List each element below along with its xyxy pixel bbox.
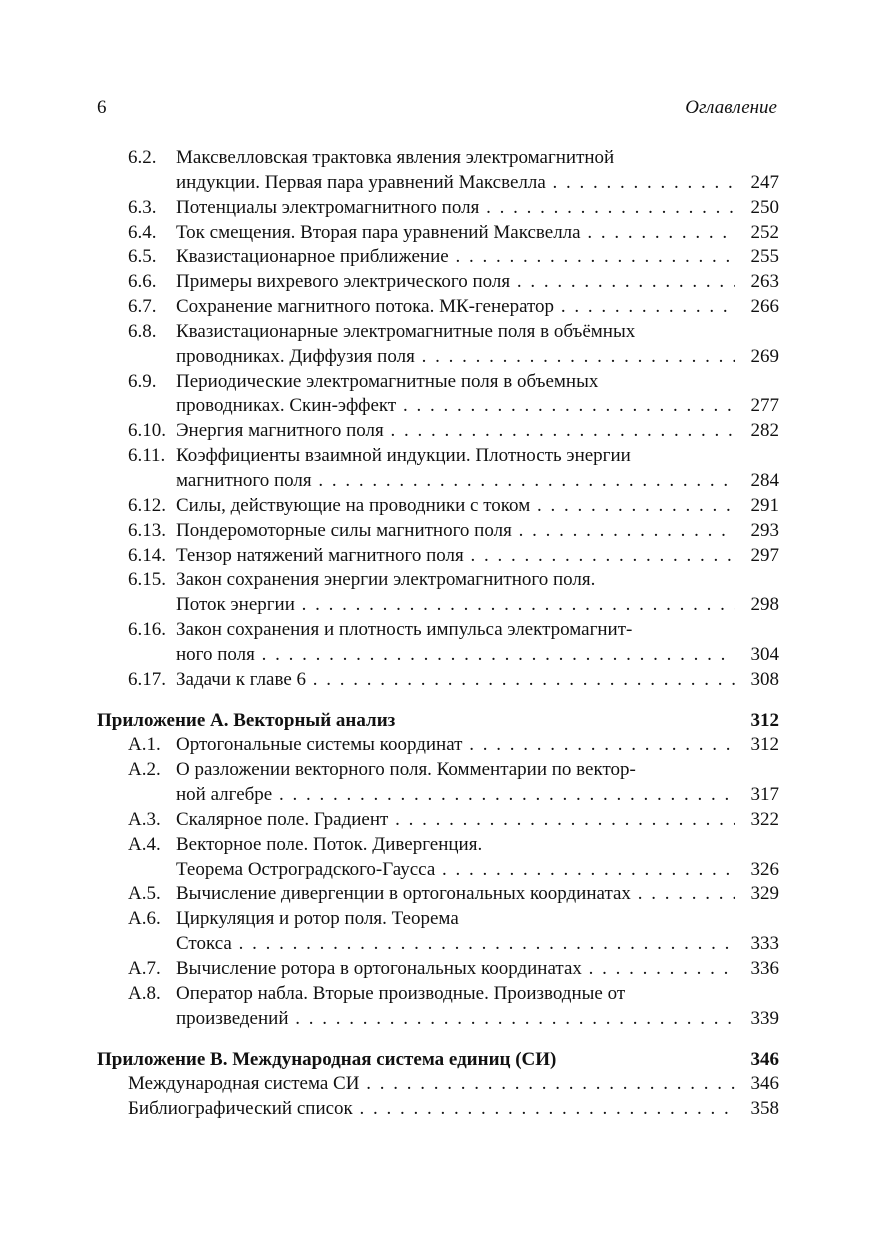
entry-page-number: 247: [749, 171, 780, 196]
entry-title-line: О разложении векторного поля. Комментарии по вектор-: [176, 759, 636, 781]
entry-page-number: 284: [749, 469, 780, 494]
entry-page-number: 263: [749, 270, 780, 295]
toc-entry[interactable]: [97, 419, 779, 444]
entry-number: 6.6.: [128, 271, 157, 293]
toc-entry[interactable]: [97, 957, 779, 982]
entry-page-number: 312: [749, 733, 780, 758]
toc-entry[interactable]: [97, 196, 779, 221]
entry-number: A.2.: [128, 759, 161, 781]
toc-entry[interactable]: [97, 221, 779, 246]
entry-title-line: Энергия магнитного поля . . .: [176, 419, 735, 444]
entry-page-number: 336: [749, 957, 780, 982]
toc-entry[interactable]: [97, 833, 779, 883]
entry-title-line: Пондеромоторные силы магнитного поля . . .: [176, 519, 735, 544]
entry-title-line: магнитного поля . . .: [176, 469, 735, 494]
entry-page-number: 282: [749, 419, 780, 444]
appendix-title: Приложение B. Международная система единиц (СИ): [97, 1048, 557, 1070]
toc-entry[interactable]: [97, 982, 779, 1032]
entry-page-number: 293: [749, 519, 780, 544]
entry-title-line: Международная система СИ . . .: [128, 1072, 735, 1097]
entry-number: A.3.: [128, 808, 161, 830]
toc-entry[interactable]: [97, 1072, 779, 1097]
entry-number: A.1.: [128, 734, 161, 756]
entry-title-line: Циркуляция и ротор поля. Теорема: [176, 908, 459, 930]
appendix-page-number: 312: [750, 709, 779, 731]
entry-number: 6.12.: [128, 494, 166, 516]
entry-number: 6.16.: [128, 619, 166, 641]
entry-page-number: 317: [749, 783, 780, 808]
toc-entry[interactable]: [97, 320, 779, 370]
entry-title-line: Поток энергии . . .: [176, 593, 735, 618]
toc-entry[interactable]: [97, 519, 779, 544]
entry-page-number: 322: [749, 808, 780, 833]
entry-title-line: проводниках. Скин-эффект . . .: [176, 394, 735, 419]
entry-page-number: 291: [749, 494, 780, 519]
entry-page-number: 329: [749, 882, 780, 907]
entry-title-line: Силы, действующие на проводники с током . . .: [176, 494, 735, 519]
entry-number: A.6.: [128, 908, 161, 930]
entry-title-line: индукции. Первая пара уравнений Максвелла . . .: [176, 171, 735, 196]
entry-title-line: Квазистационарные электромагнитные поля в объёмных: [176, 320, 636, 342]
appendix-title: Приложение A. Векторный анализ: [97, 709, 396, 731]
appendix-heading[interactable]: [97, 1048, 779, 1073]
running-title: Оглавление: [685, 97, 777, 118]
entry-title-line: Коэффициенты взаимной индукции. Плотность энергии: [176, 445, 631, 467]
entry-title-line: Оператор набла. Вторые производные. Производные от: [176, 982, 626, 1004]
entry-page-number: 269: [749, 345, 780, 370]
toc-entry[interactable]: [97, 808, 779, 833]
entry-title-line: Векторное поле. Поток. Дивергенция.: [176, 833, 483, 855]
entry-number: A.7.: [128, 958, 161, 979]
entry-title-line: ного поля . . .: [176, 643, 735, 668]
entry-number: 6.2.: [128, 147, 157, 168]
entry-number: 6.10.: [128, 420, 166, 442]
toc-entry[interactable]: [97, 146, 779, 196]
toc-entry[interactable]: [97, 758, 779, 808]
entry-title-line: Скалярное поле. Градиент . . .: [176, 808, 735, 833]
entry-title-line: Вычисление ротора в ортогональных координатах . . .: [176, 957, 735, 982]
entry-page-number: 339: [749, 1007, 780, 1032]
entry-title-line: Периодические электромагнитные поля в объемных: [176, 370, 599, 392]
toc-entry[interactable]: [97, 568, 779, 618]
toc-entry[interactable]: [97, 444, 779, 494]
entry-title-line: Потенциалы электромагнитного поля . . .: [176, 196, 735, 221]
entry-title-line: Вычисление дивергенции в ортогональных координатах . . .: [176, 882, 735, 907]
entry-page-number: 326: [749, 858, 780, 883]
entry-page-number: 308: [749, 668, 780, 693]
entry-number: 6.7.: [128, 296, 157, 318]
entry-number: 6.3.: [128, 196, 157, 218]
toc-entry[interactable]: [97, 668, 779, 693]
entry-page-number: 250: [749, 196, 780, 221]
entry-page-number: 358: [749, 1097, 780, 1122]
entry-title-line: Задачи к главе 6 . . .: [176, 668, 735, 693]
entry-number: 6.17.: [128, 668, 166, 690]
appendix-heading[interactable]: [97, 709, 779, 734]
entry-title-line: Тензор натяжений магнитного поля . . .: [176, 544, 735, 569]
entry-title-line: Закон сохранения энергии электромагнитного поля.: [176, 569, 596, 591]
entry-page-number: 333: [749, 932, 780, 957]
entry-title-line: ной алгебре . . .: [176, 783, 735, 808]
entry-page-number: 298: [749, 593, 780, 618]
entry-title-line: Теорема Остроградского-Гаусса . . .: [176, 858, 735, 883]
entry-number: A.8.: [128, 982, 161, 1004]
entry-number: 6.8.: [128, 320, 157, 342]
entry-title-line: Максвелловская трактовка явления электромагнитной: [176, 147, 615, 168]
table-of-contents: [97, 146, 779, 1122]
entry-number: 6.15.: [128, 569, 166, 591]
entry-title-line: Ортогональные системы координат . . .: [176, 733, 735, 758]
entry-page-number: 277: [749, 394, 780, 419]
entry-number: 6.14.: [128, 544, 166, 566]
toc-entry[interactable]: [97, 618, 779, 668]
toc-entry[interactable]: [97, 907, 779, 957]
page-number: 6: [97, 97, 107, 118]
entry-title-line: Сохранение магнитного потока. МК-генератор . . .: [176, 295, 735, 320]
entry-number: A.4.: [128, 833, 161, 855]
entry-page-number: 266: [749, 295, 780, 320]
entry-title-line: Примеры вихревого электрического поля . . .: [176, 270, 735, 295]
entry-number: 6.9.: [128, 370, 157, 392]
toc-entry[interactable]: [97, 270, 779, 295]
toc-entry[interactable]: [97, 245, 779, 270]
entry-number: 6.11.: [128, 445, 166, 467]
entry-number: 6.13.: [128, 519, 166, 541]
toc-entry[interactable]: [97, 370, 779, 420]
page-header: [97, 97, 777, 125]
entry-page-number: 297: [749, 544, 780, 569]
toc-entry[interactable]: [97, 544, 779, 569]
toc-entry[interactable]: [97, 494, 779, 519]
entry-title-line: Библиографический список . . .: [128, 1097, 735, 1122]
toc-entry[interactable]: [97, 882, 779, 907]
entry-title-line: Закон сохранения и плотность импульса электромагнит-: [176, 619, 633, 641]
entry-page-number: 252: [749, 221, 780, 246]
entry-title-line: произведений . . .: [176, 1007, 735, 1032]
entry-title-line: проводниках. Диффузия поля . . .: [176, 345, 735, 370]
entry-number: 6.5.: [128, 246, 157, 268]
entry-title-line: Стокса . . .: [176, 932, 735, 957]
entry-title-line: Ток смещения. Вторая пара уравнений Максвелла . . .: [176, 221, 735, 246]
appendix-page-number: 346: [750, 1048, 779, 1070]
toc-entry[interactable]: [97, 295, 779, 320]
entry-page-number: 304: [749, 643, 780, 668]
toc-entry[interactable]: [97, 1097, 779, 1122]
entry-title-line: Квазистационарное приближение . . .: [176, 245, 735, 270]
entry-page-number: 255: [749, 245, 780, 270]
entry-number: A.5.: [128, 883, 161, 905]
entry-number: 6.4.: [128, 221, 157, 243]
toc-entry[interactable]: [97, 733, 779, 758]
entry-page-number: 346: [749, 1072, 780, 1097]
